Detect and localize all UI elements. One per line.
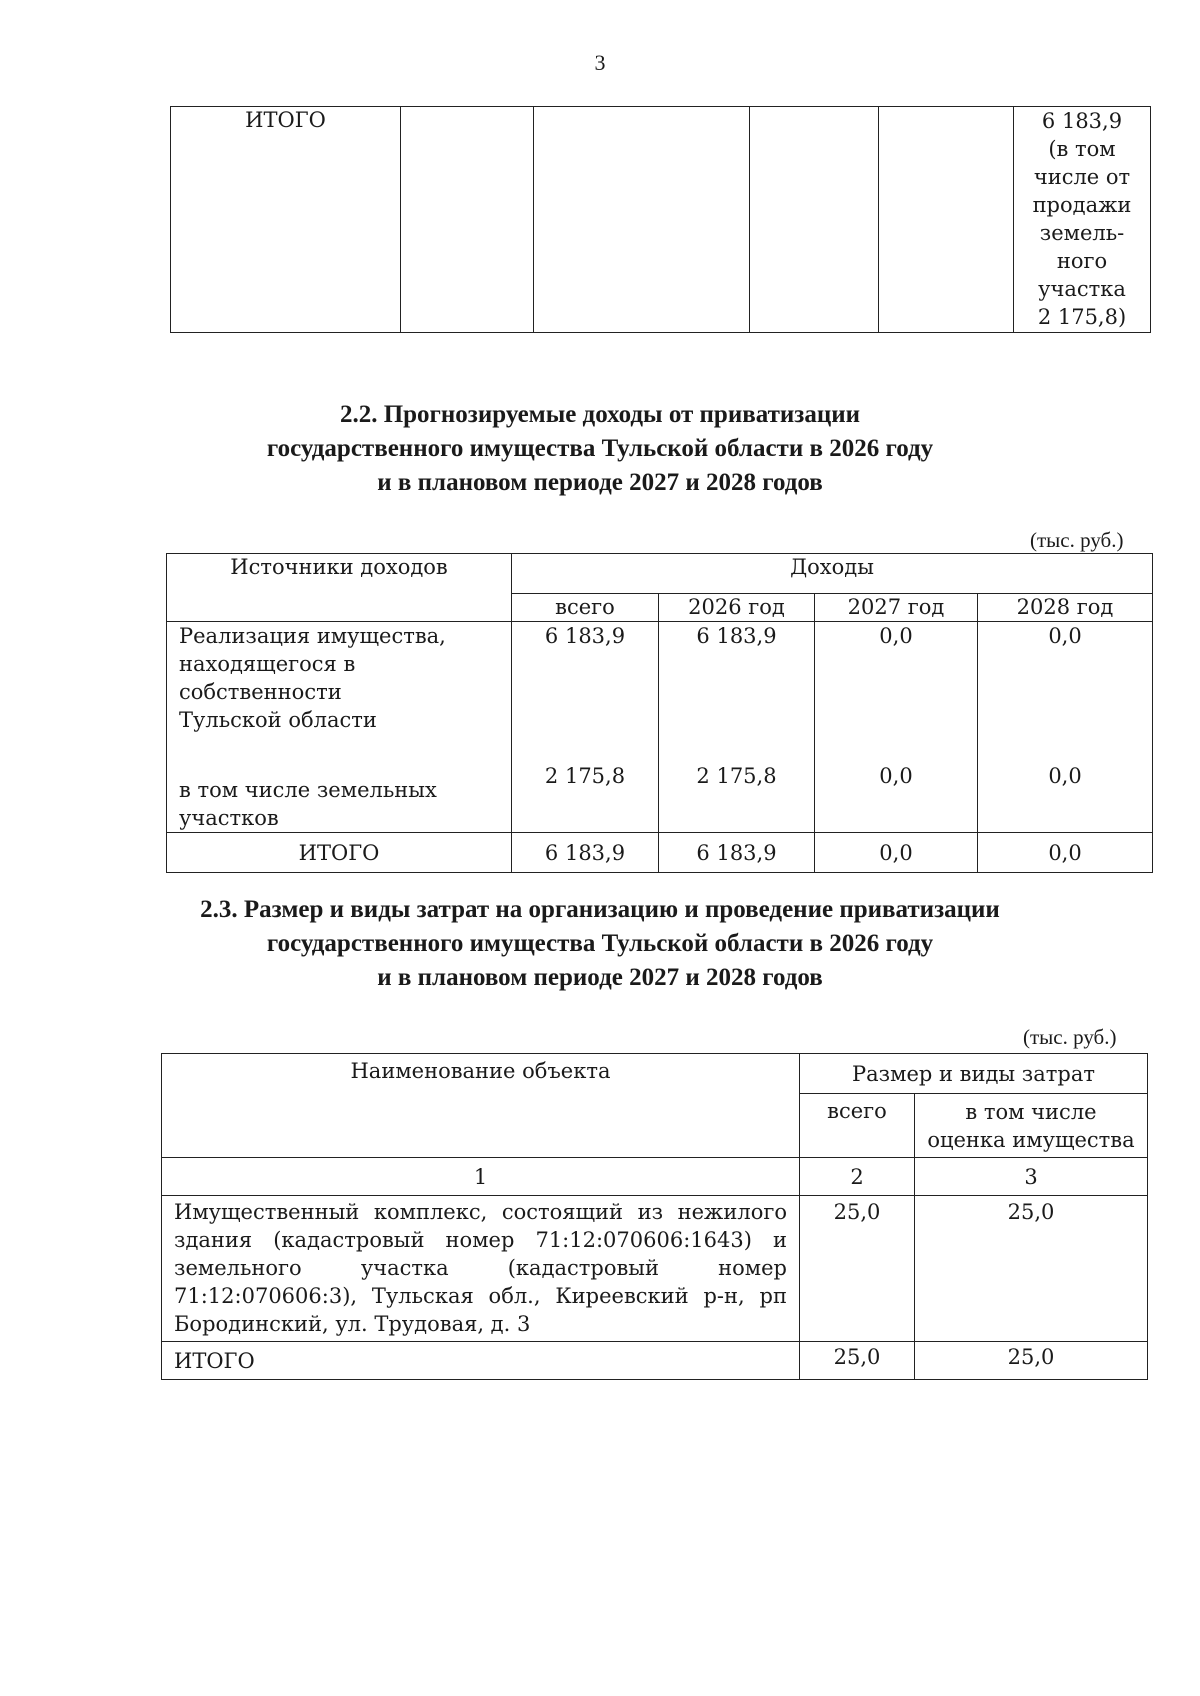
total-value: 0,0 xyxy=(815,833,978,873)
col-header: 2028 год xyxy=(978,594,1153,622)
col-header: 2026 год xyxy=(659,594,815,622)
value-cell: 0,0 0,0 xyxy=(815,622,978,833)
table-row xyxy=(167,622,1153,833)
col-number: 3 xyxy=(915,1158,1148,1196)
table-row xyxy=(162,1196,1148,1342)
unit-label: (тыс. руб.) xyxy=(1030,528,1124,552)
unit-label: (тыс. руб.) xyxy=(1023,1025,1117,1049)
value-cell: 25,0 xyxy=(800,1196,915,1342)
table-header-row xyxy=(167,554,1153,594)
header-object: Наименование объекта xyxy=(162,1054,800,1158)
table-row xyxy=(162,1158,1148,1196)
col-number: 1 xyxy=(162,1158,800,1196)
section-2-2-title: 2.2. Прогнозируемые доходы от приватизации государственного имущества Тульской области в 2026 году и в плановом периоде 2027 и 2028 годов xyxy=(266,401,934,496)
header-total: всего xyxy=(800,1094,915,1158)
value-cell: 0,0 0,0 xyxy=(978,622,1153,833)
col-header: 2027 год xyxy=(815,594,978,622)
col-header: всего xyxy=(512,594,659,622)
section-2-3-title: 2.3. Размер и виды затрат на организацию и проведение приватизации государственного имущества Тульской области в 2026 году и в плановом периоде 2027 и 2028 годов xyxy=(200,896,1000,991)
total-value: 0,0 xyxy=(978,833,1153,873)
col-number: 2 xyxy=(800,1158,915,1196)
total-label: ИТОГО xyxy=(171,107,401,333)
header-income: Доходы xyxy=(512,554,1153,594)
total-value: 6 183,9 xyxy=(512,833,659,873)
table-total-row xyxy=(167,833,1153,873)
total-value: 25,0 xyxy=(915,1342,1148,1380)
total-value: 6 183,9 (в том числе от продажи земель- ного участка 2 175,8) xyxy=(1014,107,1151,333)
header-costs: Размер и виды затрат xyxy=(800,1054,1148,1094)
total-label: ИТОГО xyxy=(162,1342,800,1380)
total-label: ИТОГО xyxy=(167,833,512,873)
table-header-row xyxy=(162,1054,1148,1094)
costs-table xyxy=(161,1053,1148,1380)
table-total-row xyxy=(162,1342,1148,1380)
total-value: 6 183,9 xyxy=(659,833,815,873)
value-cell: 25,0 xyxy=(915,1196,1148,1342)
value-cell: 6 183,9 2 175,8 xyxy=(659,622,815,833)
page-number: 3 xyxy=(594,50,606,75)
header-including: в том числе оценка имущества xyxy=(915,1094,1148,1158)
income-source: Реализация имущества, находящегося в собственности Тульской области в том числе земельных участков xyxy=(167,622,512,833)
object-description: Имущественный комплекс, состоящий из нежилого здания (кадастровый номер 71:12:070606:1643) и земельного участка (кадастровый номер 71:12:070606:3), Тульская обл., Киреевский р-н, рп Бородинский, ул. Трудовая, д. 3 xyxy=(162,1196,800,1342)
table-row xyxy=(171,107,1151,333)
header-sources: Источники доходов xyxy=(167,554,512,622)
income-table xyxy=(166,553,1153,873)
table-continuation xyxy=(170,106,1151,333)
total-value: 25,0 xyxy=(800,1342,915,1380)
value-cell: 6 183,9 2 175,8 xyxy=(512,622,659,833)
